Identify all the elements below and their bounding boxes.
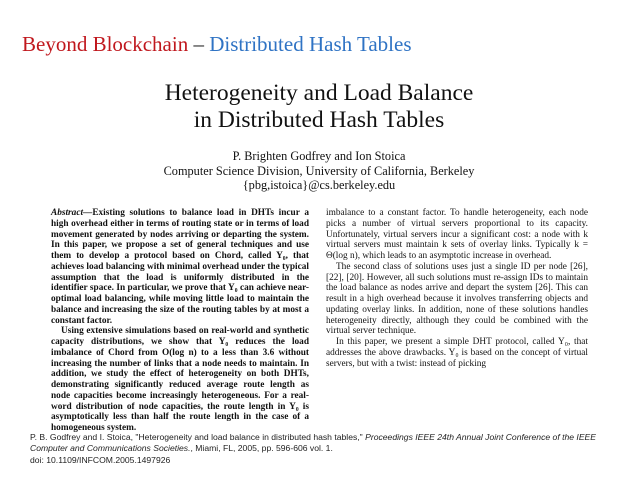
- citation-doi: doi: 10.1109/INFCOM.2005.1497926: [30, 454, 171, 465]
- slide-title-main: Beyond Blockchain: [22, 32, 189, 56]
- citation: [30, 432, 620, 466]
- paper-title-line-2: in Distributed Hash Tables: [193, 107, 445, 133]
- abstract-paragraph-2: Using extensive simulations based on real-world and synthetic capacity distributions, we show that Y₀ reduces the load imbalance of Chord from O(log n) to a less than 3.6 without increasing the number of links that a node needs to maintain. In addition, we study the effect of heterogeneity on both DHTs, demonstrating significantly reduced average route length as node capacities become increasingly heterogeneous. For a real-word distribution of node capacities, the route length in Y₀ is asymptotically less than half the route length in the case of a homogeneous system.: [51, 326, 309, 433]
- body-paragraph-1: imbalance to a constant factor. To handle heterogeneity, each node picks a number of virtual servers proportional to its capacity. Unfortunately, virtual servers incur a significant cost: a node with k virtual servers must maintain k sets of overlay links. Typically k = Θ(log n), which leads to an asymptotic increase in overhead.: [326, 208, 588, 261]
- slide-title-separator: –: [188, 32, 210, 56]
- body-column: [326, 208, 588, 369]
- paper-title-line-1: Heterogeneity and Load Balance: [164, 80, 474, 106]
- abstract-label: Abstract—: [51, 208, 93, 218]
- citation-lead: P. B. Godfrey and I. Stoica, "Heterogeneity and load balance in distributed hash tables,": [30, 432, 363, 442]
- paper-email: {pbg,istoica}@cs.berkeley.edu: [242, 178, 396, 192]
- body-paragraph-2: The second class of solutions uses just a single ID per node [26], [22], [20]. However, all such solutions must re-assign IDs to maintain the load balance as nodes arrive and depart the system [26]. This can result in a high overhead because it involves transferring objects and updating overlay links. In addition, none of these solutions handles heterogeneity directly, although they could be combined with the virtual server technique.: [326, 261, 588, 337]
- slide-title: [22, 32, 412, 57]
- paper-excerpt: [48, 78, 590, 433]
- paper-authors: P. Brighten Godfrey and Ion Stoica: [232, 149, 406, 163]
- paper-title: [48, 80, 590, 134]
- citation-tail: , Miami, FL, 2005, pp. 596-606 vol. 1.: [190, 443, 333, 454]
- abstract-paragraph-1: [51, 208, 309, 326]
- paper-affiliation: Computer Science Division, University of California, Berkeley: [163, 163, 475, 178]
- slide-title-subtitle: Distributed Hash Tables: [209, 32, 412, 56]
- abstract-column: [51, 208, 309, 434]
- body-paragraph-3: In this paper, we present a simple DHT protocol, called Y₀, that addresses the above drawbacks. Y₀ is based on the concept of virtual servers, but with a twist: instead of picking: [326, 337, 588, 369]
- citation-venue: Proceedings IEEE 24th Annual Joint Conference of the IEEE Computer and Communications Societies.: [30, 432, 597, 454]
- paper-columns: [48, 208, 590, 433]
- abstract-text-1: Existing solutions to balance load in DHTs incur a high overhead either in terms of routing state or in terms of load movement generated by nodes arriving or departing the system. In this paper, we propose a set of general techniques and use them to develop a protocol based on Chord, called Y₀, that achieves load balancing with minimal overhead under the typical assumption that the load is uniformly distributed in the identifier space. In particular, we prove that Y₀ can achieve near-optimal load balancing, while moving little load to maintain the balance and increasing the size of the routing tables by at most a constant factor.: [51, 208, 309, 326]
- paper-authors-block: [48, 149, 590, 193]
